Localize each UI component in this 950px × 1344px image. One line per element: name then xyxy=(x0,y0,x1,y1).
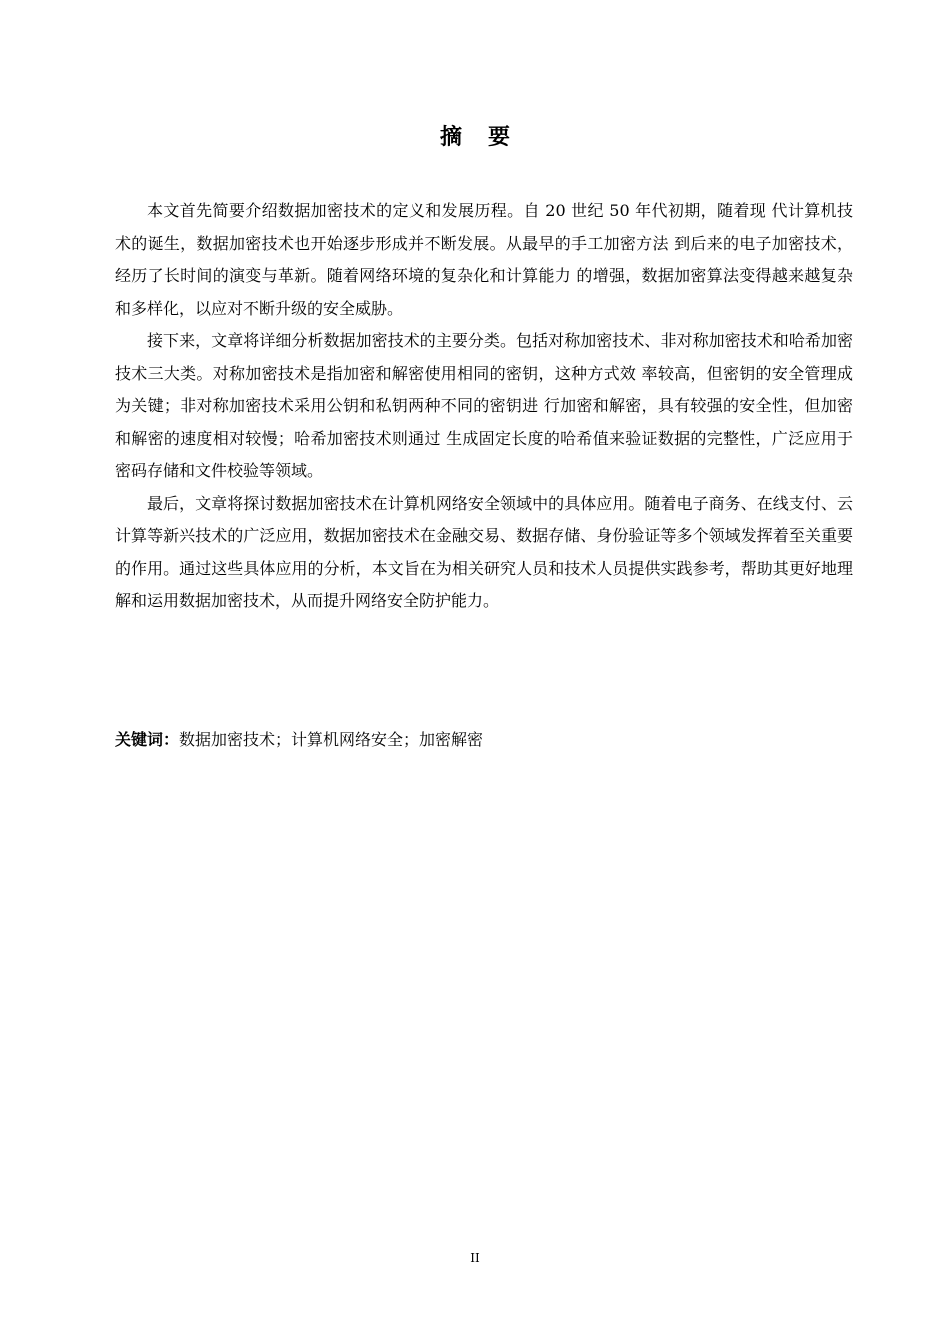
abstract-paragraph-2: 接下来，文章将详细分析数据加密技术的主要分类。包括对称加密技术、非对称加密技术和哈希加密技术三大类。对称加密技术是指加密和解密使用相同的密钥，这种方式效 率较高，但密钥的安全管理成为关键；非对称加密技术采用公钥和私钥两种不同的密钥进 行加密和解密，具有较强的安全性，但加密和解密的速度相对较慢；哈希加密技术则通过 生成固定长度的哈希值来验证数据的完整性，广泛应用于密码存储和文件校验等领域。 xyxy=(115,331,853,480)
keywords-line xyxy=(115,725,853,755)
abstract-body xyxy=(115,195,853,618)
keywords-text: 数据加密技术；计算机网络安全；加密解密 xyxy=(179,730,484,749)
abstract-title: 摘要 xyxy=(439,125,536,150)
abstract-paragraph-1: 本文首先简要介绍数据加密技术的定义和发展历程。自 20 世纪 50 年代初期，随着现 代计算机技术的诞生，数据加密技术也开始逐步形成并不断发展。从最早的手工加密方法 到后来的电子加密技术，经历了长时间的演变与革新。随着网络环境的复杂化和计算能力 的增强，数据加密算法变得越来越复杂和多样化，以应对不断升级的安全威胁。 xyxy=(115,201,853,318)
abstract-paragraph-3: 最后，文章将探讨数据加密技术在计算机网络安全领域中的具体应用。随着电子商务、在线支付、云计算等新兴技术的广泛应用，数据加密技术在金融交易、数据存储、身份验证等多个领域发挥着至关重要的作用。通过这些具体应用的分析，本文旨在为相关研究人员和技术人员提供实践参考，帮助其更好地理解和运用数据加密技术，从而提升网络安全防护能力。 xyxy=(115,493,853,610)
keywords-label: 关键词： xyxy=(115,730,180,749)
page-number: II xyxy=(470,1251,480,1265)
